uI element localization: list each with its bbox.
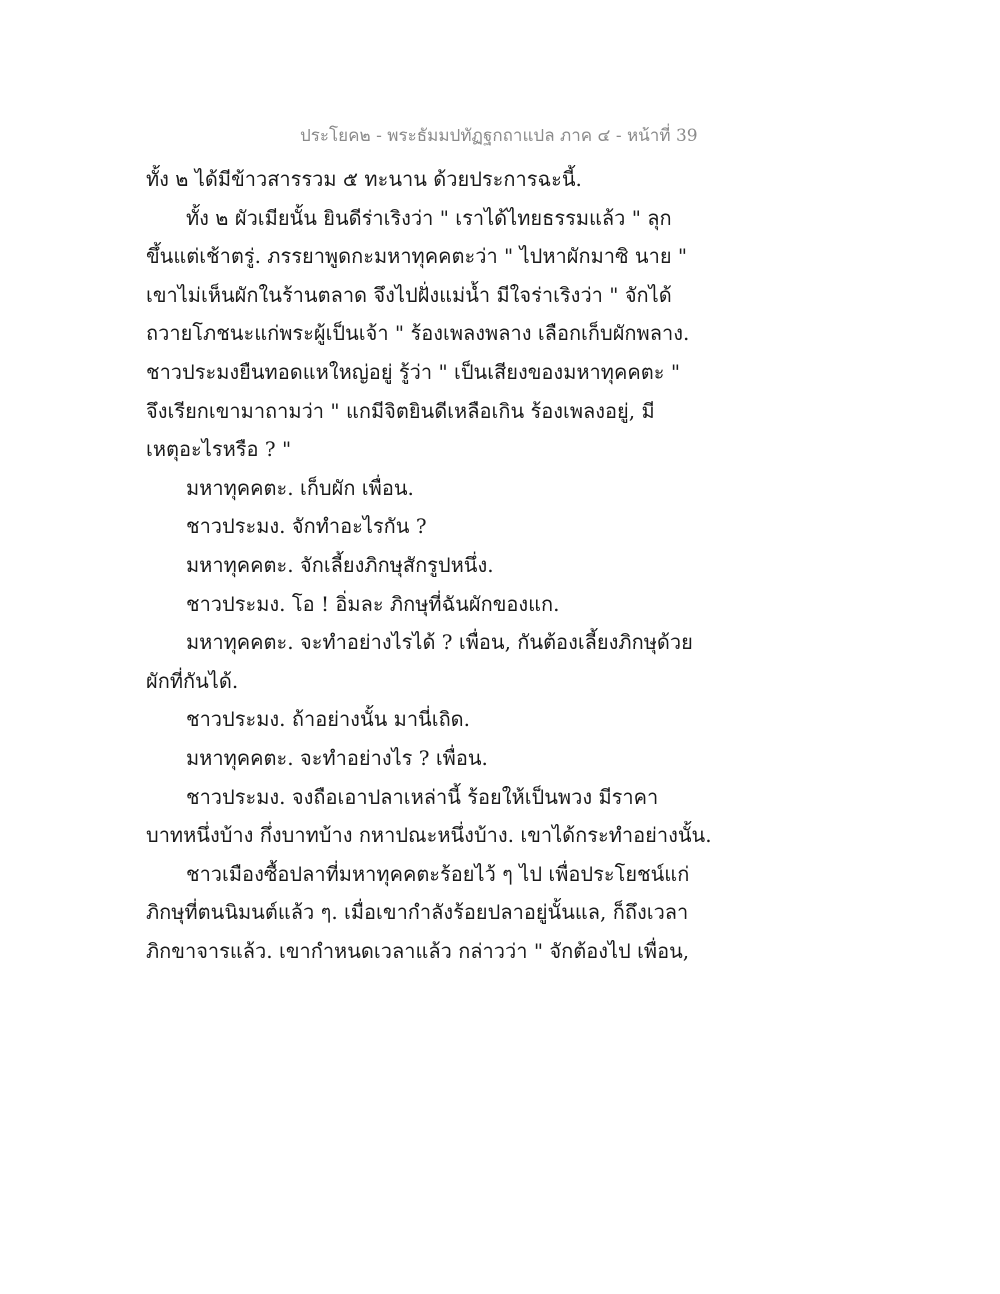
text-line: ถวายโภชนะแก่พระผู้เป็นเจ้า " ร้องเพลงพลาง เลือกเก็บผักพลาง. [146, 321, 690, 346]
text-line: ผักที่กันได้. [146, 668, 239, 693]
dialogue-line: มหาทุคคตะ. เก็บผัก เพื่อน. [186, 475, 414, 500]
text-line: ภิกขาจารแล้ว. เขากำหนดเวลาแล้ว กล่าวว่า " จักต้องไป เพื่อน, [146, 938, 690, 963]
text-line: ภิกษุที่ตนนิมนต์แล้ว ๆ. เมื่อเขากำลังร้อยปลาอยู่นั้นแล, ก็ถึงเวลา [146, 900, 689, 925]
text-line: เหตุอะไรหรือ ? " [146, 437, 292, 462]
body-text [146, 160, 712, 970]
text-line: บาทหนึ่งบ้าง กึ่งบาทบ้าง กหาปณะหนึ่งบ้าง. เขาได้กระทำอย่างนั้น. [146, 823, 712, 848]
text-line: ชาวเมืองซื้อปลาที่มหาทุคคตะร้อยไว้ ๆ ไป เพื่อประโยชน์แก่ [186, 861, 690, 886]
text-line: จึงเรียกเขามาถามว่า " แกมีจิตยินดีเหลือเกิน ร้องเพลงอยู่, มี [146, 398, 655, 423]
dialogue-line: ชาวประมง. โอ ! อิ่มละ ภิกษุที่ฉันผักของแก. [186, 591, 560, 616]
text-line: เขาไม่เห็นผักในร้านตลาด จึงไปฝั่งแม่น้ำ มีใจร่าเริงว่า " จักได้ [146, 282, 672, 307]
dialogue-line: มหาทุคคตะ. จะทำอย่างไร ? เพื่อน. [186, 745, 488, 770]
running-header: ประโยค๒ - พระธัมมปทัฏฐกถาแปล ภาค ๔ - หน้าที่ 39 [300, 126, 698, 146]
dialogue-line: มหาทุคคตะ. จักเลี้ยงภิกษุสักรูปหนึ่ง. [186, 552, 494, 577]
dialogue-line: ชาวประมง. จงถือเอาปลาเหล่านี้ ร้อยให้เป็นพวง มีราคา [186, 784, 659, 809]
text-line: ชาวประมงยืนทอดแหใหญ่อยู่ รู้ว่า " เป็นเสียงของมหาทุคคตะ " [146, 359, 681, 384]
text-line: ขึ้นแต่เช้าตรู่. ภรรยาพูดกะมหาทุคคตะว่า " ไปหาผักมาซิ นาย " [146, 244, 688, 269]
text-line: ทั้ง ๒ ผัวเมียนั้น ยินดีร่าเริงว่า " เราได้ไทยธรรมแล้ว " ลุก [186, 205, 672, 230]
text-line: ทั้ง ๒ ได้มีข้าวสารรวม ๕ ทะนาน ด้วยประการฉะนี้. [146, 167, 582, 191]
dialogue-line: ชาวประมง. ถ้าอย่างนั้น มานี่เถิด. [186, 707, 471, 732]
dialogue-line: ชาวประมง. จักทำอะไรกัน ? [186, 514, 427, 539]
dialogue-line: มหาทุคคตะ. จะทำอย่างไรได้ ? เพื่อน, กันต้องเลี้ยงภิกษุด้วย [186, 630, 693, 655]
